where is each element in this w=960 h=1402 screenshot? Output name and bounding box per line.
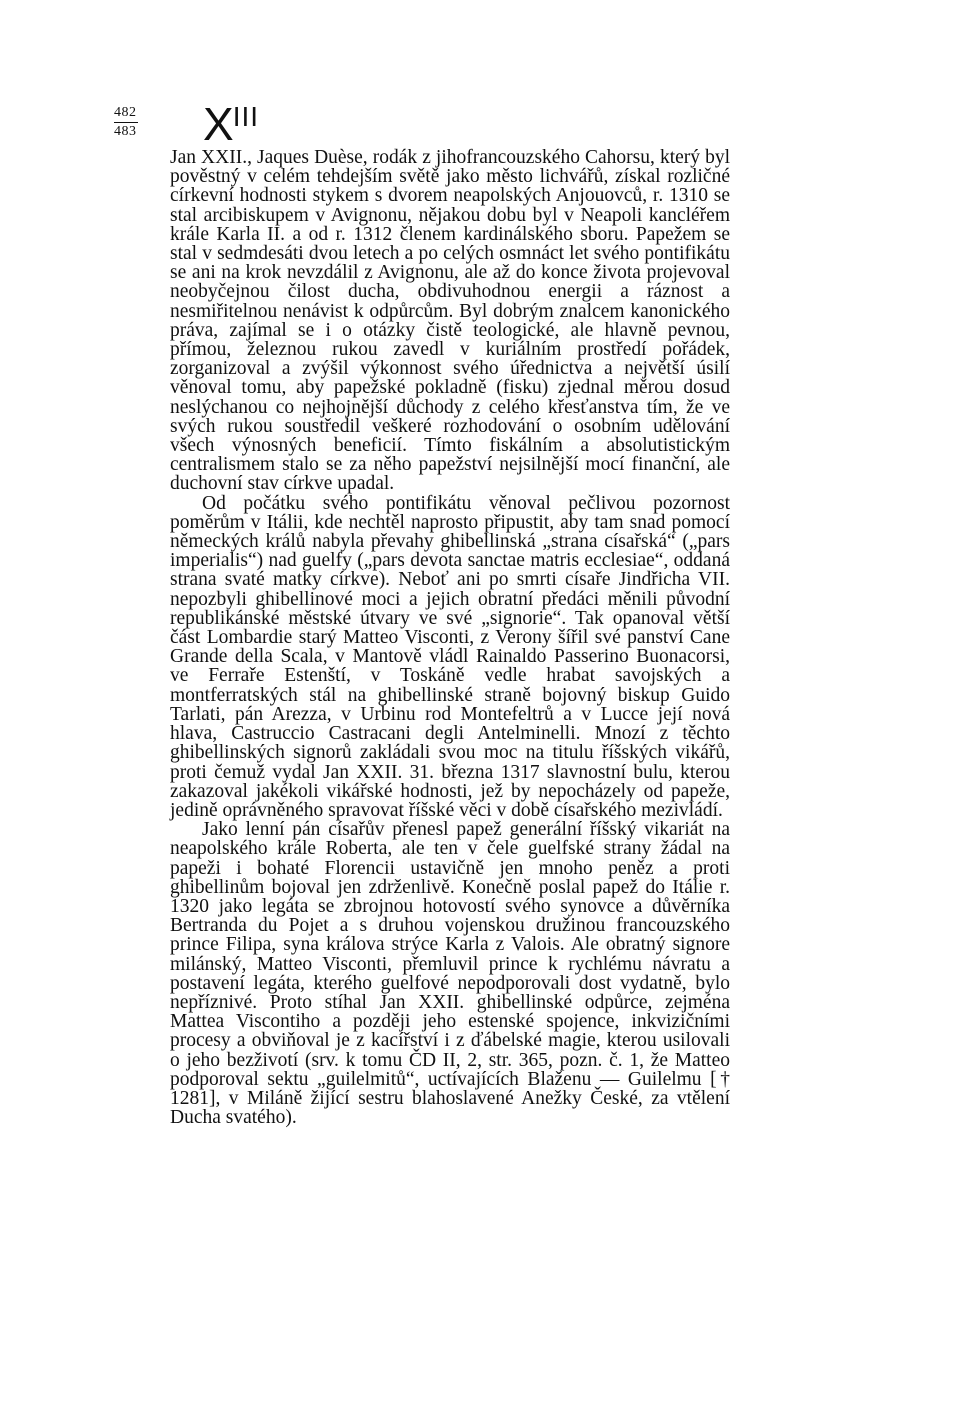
text-body [170,148,730,1127]
chapter-heading-superscript: III [232,101,260,132]
chapter-heading-main: X [203,98,233,150]
page-numbers [114,106,144,139]
chapter-heading [203,92,259,149]
page-number-top: 482 [114,106,138,123]
paragraph: Od počátku svého pontifikátu věnoval pečlivou pozornost poměrům v Itálii, kde nechtěl naprosto připustit, aby tam snad pomocí německých králů nabyla převahy ghibellinská „strana císařská“ („pars imperialis“) nad guelfy („pars devota sanctae matris ecclesiae“, oddaná strana svaté matky církve). Neboť ani po smrti císaře Jindřicha VII. nepozbyli ghibellinové moci a jejich obratní předáci měnili původní republikánské městské útvary ve své „signorie“. Tak opanoval větší část Lombardie starý Matteo Visconti, z Verony šířil své panství Cane Grande della Scala, v Mantově vládl Rainaldo Passerino Buonacorsi, ve Ferraře Estenští, v Toskáně vedle hrabat savojských a montferratských stál na ghibellinské straně bojovný biskup Guido Tarlati, pán Arezza, v Urbinu rod Montefeltrů a v Lucce její nová hlava, Castruccio Castracani degli Antelminelli. Mnozí z těchto ghibellinských signorů zakládali svou moc na titulu říšských vikářů, proti čemuž vydal Jan XXII. 31. března 1317 slavnostní bulu, kterou zakazoval jakékoli vikářské hodnosti, jež by nepocházely od papeže, jedině oprávněného spravovat říšské věci v době císařského mezivládí. [170,492,730,821]
paragraph: Jan XXII., Jaques Duèse, rodák z jihofrancouzského Cahorsu, který byl pověstný v celém tehdejším světě jako město lichvářů, získal rozličné církevní hodnosti stykem s dvorem neapolských Anjouovců, r. 1310 se stal arcibiskupem v Avignonu, nějakou dobu byl v Neapoli kancléřem krále Karla II. a od r. 1312 členem kardinálského sboru. Papežem se stal v sedmdesáti dvou letech a po celých osmnáct let svého pontifikátu se ani na krok nevzdálil z Avignonu, ale až do konce života projevoval neobyčejnou čilost ducha, obdivuhodnou energii a ráznost a nesmiřitelnou nenávist k odpůrcům. Byl dobrým znalcem kanonického práva, zajímal se i o otázky čistě teologické, ale hlavně pevnou, přímou, železnou rukou zavedl v kuriálním prostředí pořádek, zorganizoval a zvýšil výkonnost svého úřednictva a největší úsilí věnoval tomu, aby papežské pokladně (fisku) zjednal měrou dosud neslýchanou co nejhojnější důchody z celého křesťanstva tím, že ve svých rukou soustředil veškeré rozhodování o osobním udělování všech výnosných beneficií. Tímto fiskálním a absolutistickým centralismem stalo se za něho papežství nejsilnější mocí finanční, ale duchovní stav církve upadal. [170,147,730,495]
paragraph: Jako lenní pán císařův přenesl papež generální říšský vikariát na neapolského krále Roberta, ale ten v čele guelfské strany žádal na papeži i bohaté Florencii ustavičně jen mnoho peněz a proti ghibellinům bojoval jen zdrženlivě. Konečně poslal papež do Itálie r. 1320 jako legáta se zbrojnou hotovostí svého synovce a důvěrníka Bertranda du Pojet a s druhou vojenskou družinou francouzského prince Filipa, syna králova strýce Karla z Valois. Ale obratný signore milánský, Matteo Visconti, přemluvil prince k rychlému návratu a postavení legáta, kterého guelfové nepodporovali dost vydatně, bylo nepříznivé. Proto stíhal Jan XXII. ghibellinské odpůrce, zejména Mattea Viscontiho a později jeho estenské spojence, inkvizičními procesy a obviňoval je z kacířství i z ďábelské magie, kterou usilovali o jeho bezživotí (srv. k tomu ČD II, 2, str. 365, pozn. č. 1, že Matteo podporoval sektu „guilelmitů“, uctívajících Blaženu — Guilelmu [† 1281], v Miláně žijící sestru blahoslavené Anežky České, za vtělení Ducha svatého). [170,819,730,1129]
page-number-bottom: 483 [114,124,137,139]
